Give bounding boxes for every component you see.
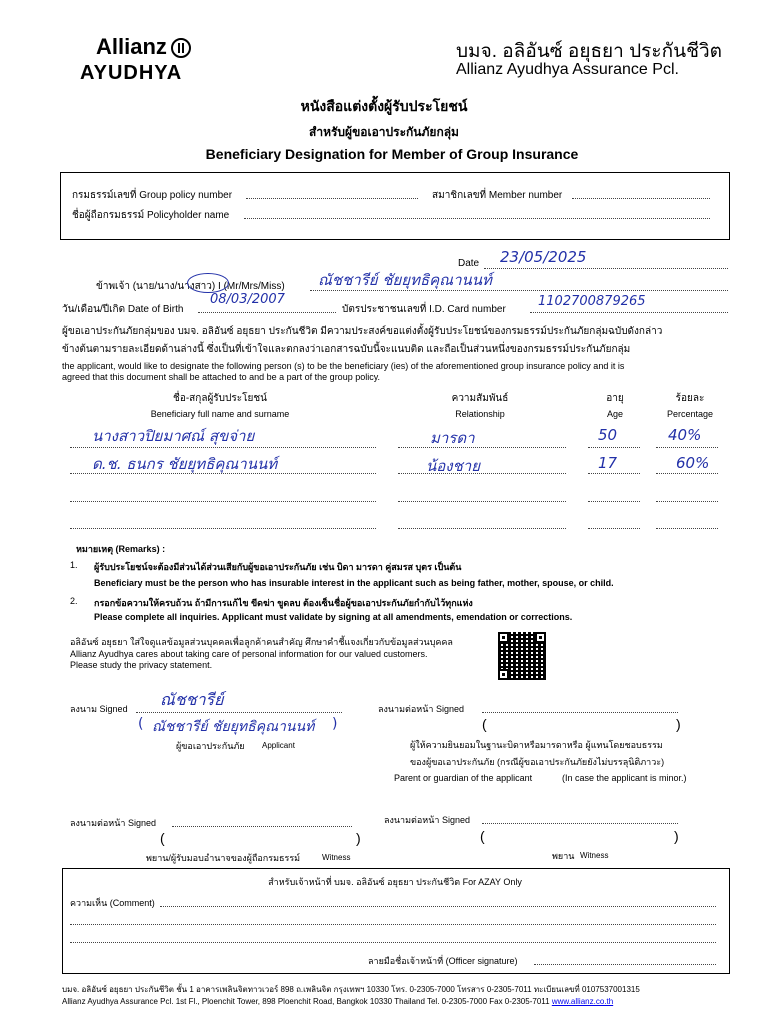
percentage: 40% xyxy=(668,426,702,444)
remark-1-en: Beneficiary must be the person who has insurable interest in the applicant such as being father, mother, spouse, or child. xyxy=(94,578,614,588)
witness1-caption: พยาน/ผู้รับมอบอำนาจของผู้ถือกรมธรรม์ xyxy=(146,853,301,863)
footer-address-en-row xyxy=(62,997,613,1006)
age-field[interactable] xyxy=(588,473,640,474)
allianz-logo xyxy=(96,34,191,60)
witness2-signed-label: ลงนามต่อหน้า Signed xyxy=(384,815,470,825)
col-header-relation-en: Relationship xyxy=(455,409,505,419)
guardian-caption-en-note: (In case the applicant is minor.) xyxy=(562,773,687,783)
col-header-name-en: Beneficiary full name and surname xyxy=(150,409,290,419)
title-th-1: หนังสือแต่งตั้งผู้รับประโยชน์ xyxy=(300,98,468,114)
witness1-signed-label: ลงนามต่อหน้า Signed xyxy=(70,818,156,828)
age: 17 xyxy=(598,454,618,472)
comment-line-1[interactable] xyxy=(160,906,716,907)
witness2-caption: พยาน xyxy=(552,851,575,861)
officer-box-title: สำหรับเจ้าหน้าที่ บมจ. อลิอันซ์ อยุธยา ประกันชีวิต For AZAY Only xyxy=(268,877,522,887)
policy-number-field[interactable] xyxy=(246,198,418,199)
guardian-caption-th-2: ของผู้ขอเอาประกันภัย (กรณีผู้ขอเอาประกันภัยยังไม่บรรลุนิติภาวะ) xyxy=(410,757,665,767)
age: 50 xyxy=(598,426,618,444)
privacy-qr-code[interactable] xyxy=(498,632,546,680)
relationship: น้องชาย xyxy=(426,457,480,475)
col-header-name-th: ชื่อ-สกุลผู้รับประโยชน์ xyxy=(173,393,267,404)
privacy-th: อลิอันซ์ อยุธยา ใส่ใจดูแลข้อมูลส่วนบุคคลเพื่อลูกค้าคนสำคัญ ศึกษาคำชี้แจงเกี่ยวกับข้อมูลส่วนบุคคล xyxy=(70,637,453,647)
remark-2-number: 2. xyxy=(70,596,78,606)
privacy-en-2: Please study the privacy statement. xyxy=(70,660,213,670)
policy-info-box xyxy=(60,172,730,240)
col-header-relation-th: ความสัมพันธ์ xyxy=(451,393,509,404)
comment-label: ความเห็น (Comment) xyxy=(70,898,155,908)
percentage: 60% xyxy=(676,454,710,472)
applicant-name-label: ข้าพเจ้า (นาย/นาง/นางสาว) I (Mr/Mrs/Miss) xyxy=(96,281,285,292)
footer-address-en: Allianz Ayudhya Assurance Pcl. 1st Fl., Ploenchit Tower, 898 Ploenchit Road, Bangkok 10330 Thailand Tel. 0-2305-7000 Fax 0-2305-7011 xyxy=(62,997,550,1006)
age-field[interactable] xyxy=(588,528,640,529)
logo-text-allianz: Allianz xyxy=(96,34,167,59)
footer-website-link[interactable]: www.allianz.co.th xyxy=(551,997,614,1006)
applicant-name-value: ณัชชารีย์ ชัยยุทธิคุณานนท์ xyxy=(318,271,492,289)
col-header-percent-en: Percentage xyxy=(666,409,714,419)
guardian-caption-en: Parent or guardian of the applicant xyxy=(394,773,533,783)
relationship-field[interactable] xyxy=(398,501,566,502)
col-header-percent-th: ร้อยละ xyxy=(675,393,705,404)
beneficiary-name-field[interactable] xyxy=(70,501,376,502)
percentage-field[interactable] xyxy=(656,473,718,474)
witness1-name-open-paren: ( xyxy=(160,830,165,846)
policyholder-label: ชื่อผู้ถือกรมธรรม์ Policyholder name xyxy=(72,210,230,221)
date-field[interactable] xyxy=(484,268,728,269)
percentage-field[interactable] xyxy=(656,447,718,448)
relationship-field[interactable] xyxy=(398,447,566,448)
member-number-label: สมาชิกเลขที่ Member number xyxy=(432,190,563,201)
title-th-2: สำหรับผู้ขอเอาประกันภัยกลุ่ม xyxy=(309,125,459,139)
policy-number-label: กรมธรรม์เลขที่ Group policy number xyxy=(72,190,233,201)
dob-field[interactable] xyxy=(198,312,336,313)
dob-value: 08/03/2007 xyxy=(210,292,285,307)
applicant-printed-name-open-paren: ( xyxy=(138,716,144,732)
privacy-en-1: Allianz Ayudhya cares about taking care of personal information for our valued customers. xyxy=(70,649,428,659)
witness2-signature-field[interactable] xyxy=(482,823,678,824)
witness2-name-close-paren: ) xyxy=(674,828,679,844)
col-header-age-th: อายุ xyxy=(606,393,624,404)
declaration-th-1: ผู้ขอเอาประกันภัยกลุ่มของ บมจ. อลิอันซ์ อยุธยา ประกันชีวิต มีความประสงค์ขอแต่งตั้งผู้รับประโยชน์ของกรมธรรม์ประกันภัยกลุ่มฉบับดังกล่าว xyxy=(62,326,663,337)
officer-signature-label: ลายมือชื่อเจ้าหน้าที่ (Officer signature) xyxy=(368,956,518,966)
footer-address-th: บมจ. อลิอันซ์ อยุธยา ประกันชีวิต ชั้น 1 อาคารเพลินจิตทาวเวอร์ 898 ถ.เพลินจิต กรุงเทพฯ 10330 โทร. 0-2305-7000 โทรสาร 0-2305-7011 ทะเบียนเลขที่ 0107537001315 xyxy=(62,985,640,994)
comment-line-3[interactable] xyxy=(70,942,716,943)
witness1-signature-field[interactable] xyxy=(172,826,352,827)
applicant-printed-name-close-paren: ) xyxy=(332,716,338,732)
comment-line-2[interactable] xyxy=(70,924,716,925)
guardian-name-close-paren: ) xyxy=(676,716,681,732)
member-number-field[interactable] xyxy=(572,198,710,199)
title-circle-mark xyxy=(187,273,229,293)
id-card-label: บัตรประชาชนเลขที่ I.D. Card number xyxy=(342,304,506,315)
relationship: มารดา xyxy=(430,429,475,447)
guardian-signature-field[interactable] xyxy=(482,712,678,713)
declaration-th-2: ข้างต้นตามรายละเอียดด้านล่างนี้ ซึ่งเป็นที่เข้าใจและตกลงว่าเอกสารฉบับนี้จะแนบติด และถือเป็นส่วนหนึ่งของกรมธรรม์ประกันภัยกลุ่ม xyxy=(62,344,631,355)
policyholder-field[interactable] xyxy=(244,218,710,219)
witness1-name-close-paren: ) xyxy=(356,830,361,846)
remark-2-en: Please complete all inquiries. Applicant must validate by signing at all amendments, emendation or corrections. xyxy=(94,612,573,622)
guardian-signed-label: ลงนามต่อหน้า Signed xyxy=(378,704,464,714)
id-card-field[interactable] xyxy=(530,312,728,313)
beneficiary-name: ด.ช. ธนกร ชัยยุทธิคุณานนท์ xyxy=(92,455,278,473)
company-name-en: Allianz Ayudhya Assurance Pcl. xyxy=(456,61,679,78)
applicant-caption: ผู้ขอเอาประกันภัย xyxy=(176,741,245,751)
percentage-field[interactable] xyxy=(656,501,718,502)
remark-2-th: กรอกข้อความให้ครบถ้วน ถ้ามีการแก้ไข ขีดฆ่า ขูดลบ ต้องเซ็นชื่อผู้ขอเอาประกันภัยกำกับไว้ทุกแห่ง xyxy=(94,598,473,608)
beneficiary-name: นางสาวปิยมาศณ์ สุขจ่าย xyxy=(92,427,255,445)
guardian-name-open-paren: ( xyxy=(482,716,487,732)
relationship-field[interactable] xyxy=(398,528,566,529)
id-card-value: 1102700879265 xyxy=(538,294,646,309)
age-field[interactable] xyxy=(588,501,640,502)
applicant-caption-en: Applicant xyxy=(262,741,295,750)
declaration-en-1: the applicant, would like to designate the following person (s) to be the beneficiary (ies) of the aforementioned group insurance policy and it is xyxy=(62,361,625,371)
declaration-en-2: agreed that this document shall be attached to and be a part of the group policy. xyxy=(62,372,381,382)
date-label: Date xyxy=(458,258,480,269)
age-field[interactable] xyxy=(588,447,640,448)
witness1-caption-en: Witness xyxy=(322,853,351,862)
applicant-printed-name: ณัชชารีย์ ชัยยุทธิคุณานนท์ xyxy=(152,719,315,735)
remark-1-number: 1. xyxy=(70,560,78,570)
applicant-signature: ณัชชารีย์ xyxy=(160,690,224,709)
beneficiary-name-field[interactable] xyxy=(70,528,376,529)
col-header-age-en: Age xyxy=(606,409,623,419)
company-name-th: บมจ. อลิอันซ์ อยุธยา ประกันชีวิต xyxy=(456,41,722,62)
relationship-field[interactable] xyxy=(398,473,566,474)
percentage-field[interactable] xyxy=(656,528,718,529)
applicant-signed-label: ลงนาม Signed xyxy=(70,704,128,714)
date-value: 23/05/2025 xyxy=(500,248,587,266)
title-en: Beneficiary Designation for Member of Group Insurance xyxy=(205,146,579,162)
remarks-title: หมายเหตุ (Remarks) : xyxy=(76,544,166,554)
officer-signature-field[interactable] xyxy=(534,964,716,965)
dob-label: วัน/เดือน/ปีเกิด Date of Birth xyxy=(62,304,184,315)
remark-1-th: ผู้รับประโยชน์จะต้องมีส่วนได้ส่วนเสียกับผู้ขอเอาประกันภัย เช่น บิดา มารดา คู่สมรส บุตร เป็นต้น xyxy=(94,562,462,572)
witness2-caption-en: Witness xyxy=(580,851,609,860)
logo-text-ayudhya: AYUDHYA xyxy=(80,62,183,84)
allianz-eagle-icon xyxy=(171,38,191,58)
guardian-caption-th-1: ผู้ให้ความยินยอมในฐานะบิดาหรือมารดาหรือ ผู้แทนโดยชอบธรรม xyxy=(410,740,663,750)
witness2-name-open-paren: ( xyxy=(480,828,485,844)
